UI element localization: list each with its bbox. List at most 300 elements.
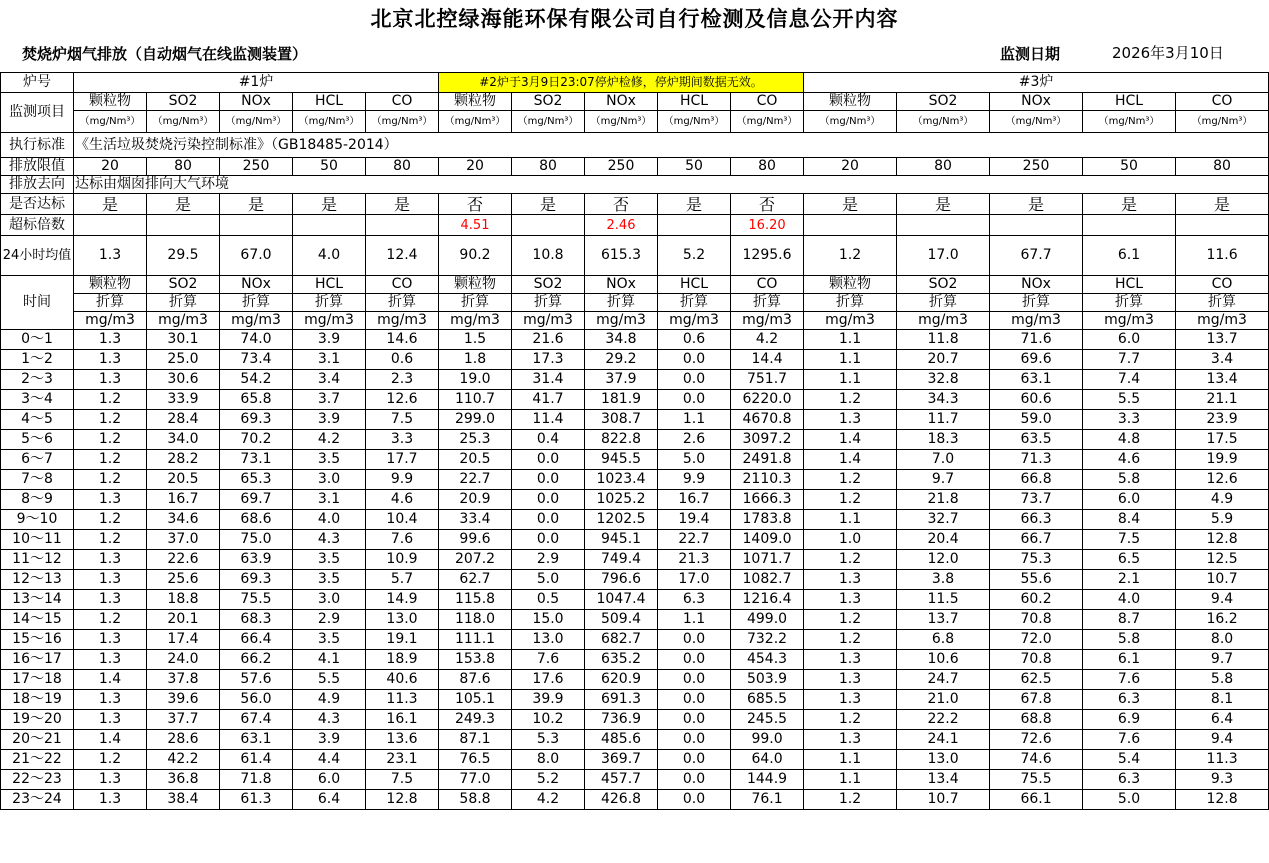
avg-value: 5.2 — [658, 236, 731, 276]
value-cell: 0.0 — [512, 490, 585, 510]
value-cell: 76.1 — [731, 790, 804, 810]
value-cell: 1.5 — [439, 330, 512, 350]
value-cell: 0.0 — [512, 530, 585, 550]
value-cell: 8.0 — [512, 750, 585, 770]
value-cell: 60.2 — [990, 590, 1083, 610]
value-cell: 749.4 — [585, 550, 658, 570]
value-cell: 620.9 — [585, 670, 658, 690]
value-cell: 2.1 — [1083, 570, 1176, 590]
unit-label: mg/m3 — [293, 312, 366, 330]
value-cell: 1.4 — [74, 670, 147, 690]
value-cell: 73.1 — [220, 450, 293, 470]
value-cell: 822.8 — [585, 430, 658, 450]
table-row — [1, 730, 1269, 750]
value-cell: 9.7 — [1176, 650, 1269, 670]
value-cell: 33.4 — [439, 510, 512, 530]
value-cell: 31.4 — [512, 370, 585, 390]
value-cell: 60.6 — [990, 390, 1083, 410]
value-cell: 67.8 — [990, 690, 1083, 710]
converted-label: 折算 — [366, 294, 439, 312]
value-cell: 1.2 — [74, 410, 147, 430]
value-cell: 18.9 — [366, 650, 439, 670]
value-cell: 4.4 — [293, 750, 366, 770]
value-cell: 72.6 — [990, 730, 1083, 750]
value-cell: 5.0 — [512, 570, 585, 590]
compliance-value: 是 — [1083, 194, 1176, 215]
value-cell: 36.8 — [147, 770, 220, 790]
value-cell: 1.3 — [74, 650, 147, 670]
value-cell: 1.3 — [74, 350, 147, 370]
value-cell: 70.8 — [990, 650, 1083, 670]
value-cell: 12.8 — [1176, 790, 1269, 810]
value-cell: 153.8 — [439, 650, 512, 670]
value-cell: 16.2 — [1176, 610, 1269, 630]
limit-value: 80 — [897, 158, 990, 176]
pollutant-header: CO — [366, 276, 439, 294]
time-cell: 7～8 — [1, 470, 74, 490]
pollutant-header: NOx — [220, 276, 293, 294]
value-cell: 181.9 — [585, 390, 658, 410]
value-cell: 2.6 — [658, 430, 731, 450]
value-cell: 118.0 — [439, 610, 512, 630]
value-cell: 1.2 — [74, 470, 147, 490]
value-cell: 75.5 — [990, 770, 1083, 790]
table-row — [1, 630, 1269, 650]
value-cell: 17.5 — [1176, 430, 1269, 450]
unit-label: （mg/Nm³） — [897, 111, 990, 133]
value-cell: 66.2 — [220, 650, 293, 670]
pollutant-header: NOx — [220, 93, 293, 111]
value-cell: 14.6 — [366, 330, 439, 350]
value-cell: 24.1 — [897, 730, 990, 750]
pollutant-header: HCL — [658, 276, 731, 294]
value-cell: 1.8 — [439, 350, 512, 370]
value-cell: 13.6 — [366, 730, 439, 750]
table-row — [1, 750, 1269, 770]
furnace-2-notice: #2炉于3月9日23:07停炉检修，停炉期间数据无效。 — [439, 73, 804, 93]
value-cell: 1.3 — [74, 790, 147, 810]
value-cell: 19.9 — [1176, 450, 1269, 470]
value-cell: 74.0 — [220, 330, 293, 350]
value-cell: 17.0 — [658, 570, 731, 590]
value-cell: 25.3 — [439, 430, 512, 450]
table-row — [1, 790, 1269, 810]
value-cell: 4.3 — [293, 710, 366, 730]
value-cell: 6.0 — [1083, 330, 1176, 350]
table-row — [1, 470, 1269, 490]
value-cell: 6.5 — [1083, 550, 1176, 570]
value-cell: 1.2 — [74, 750, 147, 770]
compliance-value: 是 — [147, 194, 220, 215]
value-cell: 68.8 — [990, 710, 1083, 730]
date-value: 2026年3月10日 — [1112, 44, 1224, 62]
value-cell: 69.7 — [220, 490, 293, 510]
converted-label: 折算 — [220, 294, 293, 312]
value-cell: 18.3 — [897, 430, 990, 450]
table-row — [1, 490, 1269, 510]
value-cell: 29.2 — [585, 350, 658, 370]
value-cell: 10.2 — [512, 710, 585, 730]
table-row — [1, 330, 1269, 350]
value-cell: 10.6 — [897, 650, 990, 670]
compliance-value: 是 — [990, 194, 1083, 215]
value-cell: 56.0 — [220, 690, 293, 710]
unit-label: （mg/Nm³） — [658, 111, 731, 133]
pollutant-header: CO — [731, 276, 804, 294]
value-cell: 1409.0 — [731, 530, 804, 550]
table-row — [1, 390, 1269, 410]
value-cell: 0.4 — [512, 430, 585, 450]
value-cell: 16.7 — [147, 490, 220, 510]
table-row — [1, 550, 1269, 570]
pollutant-header: HCL — [293, 276, 366, 294]
time-cell: 23～24 — [1, 790, 74, 810]
value-cell: 1.2 — [804, 470, 897, 490]
value-cell: 5.7 — [366, 570, 439, 590]
value-cell: 0.6 — [658, 330, 731, 350]
compliance-value: 是 — [74, 194, 147, 215]
value-cell: 0.5 — [512, 590, 585, 610]
value-cell: 1071.7 — [731, 550, 804, 570]
time-cell: 16～17 — [1, 650, 74, 670]
value-cell: 87.1 — [439, 730, 512, 750]
value-cell: 945.1 — [585, 530, 658, 550]
compliance-value: 是 — [1176, 194, 1269, 215]
limit-value: 250 — [585, 158, 658, 176]
value-cell: 454.3 — [731, 650, 804, 670]
value-cell: 1.3 — [74, 330, 147, 350]
value-cell: 457.7 — [585, 770, 658, 790]
exceed-value — [293, 215, 366, 236]
value-cell: 3.0 — [293, 590, 366, 610]
unit-label: （mg/Nm³） — [1176, 111, 1269, 133]
converted-label: 折算 — [1176, 294, 1269, 312]
value-cell: 1.2 — [74, 610, 147, 630]
value-cell: 3.7 — [293, 390, 366, 410]
value-cell: 17.3 — [512, 350, 585, 370]
avg-value: 6.1 — [1083, 236, 1176, 276]
pollutant-header: NOx — [990, 276, 1083, 294]
exceed-label: 超标倍数 — [1, 215, 74, 236]
value-cell: 62.5 — [990, 670, 1083, 690]
value-cell: 66.4 — [220, 630, 293, 650]
value-cell: 4.2 — [512, 790, 585, 810]
value-cell: 21.6 — [512, 330, 585, 350]
unit-label: （mg/Nm³） — [512, 111, 585, 133]
value-cell: 34.0 — [147, 430, 220, 450]
value-cell: 1.1 — [658, 610, 731, 630]
exceed-value — [990, 215, 1083, 236]
value-cell: 42.2 — [147, 750, 220, 770]
value-cell: 20.1 — [147, 610, 220, 630]
value-cell: 6.0 — [293, 770, 366, 790]
value-cell: 7.6 — [512, 650, 585, 670]
time-cell: 2～3 — [1, 370, 74, 390]
furnace-1-header: #1炉 — [74, 73, 439, 93]
value-cell: 12.6 — [366, 390, 439, 410]
unit-label: mg/m3 — [731, 312, 804, 330]
unit-label: （mg/Nm³） — [74, 111, 147, 133]
value-cell: 16.7 — [658, 490, 731, 510]
value-cell: 6.3 — [658, 590, 731, 610]
value-cell: 65.8 — [220, 390, 293, 410]
time-cell: 6～7 — [1, 450, 74, 470]
unit-label: （mg/Nm³） — [731, 111, 804, 133]
unit-label: （mg/Nm³） — [220, 111, 293, 133]
pollutant-header: HCL — [293, 93, 366, 111]
value-cell: 20.5 — [147, 470, 220, 490]
limit-value: 50 — [1083, 158, 1176, 176]
compliance-value: 否 — [585, 194, 658, 215]
value-cell: 5.3 — [512, 730, 585, 750]
value-cell: 3.5 — [293, 630, 366, 650]
value-cell: 682.7 — [585, 630, 658, 650]
value-cell: 6.4 — [1176, 710, 1269, 730]
value-cell: 0.0 — [658, 710, 731, 730]
value-cell: 8.4 — [1083, 510, 1176, 530]
value-cell: 61.3 — [220, 790, 293, 810]
value-cell: 1.1 — [804, 750, 897, 770]
unit-label: mg/m3 — [804, 312, 897, 330]
value-cell: 0.0 — [658, 770, 731, 790]
exceed-value — [366, 215, 439, 236]
value-cell: 57.6 — [220, 670, 293, 690]
pollutant-header: SO2 — [147, 276, 220, 294]
value-cell: 76.5 — [439, 750, 512, 770]
pollutant-header: NOx — [990, 93, 1083, 111]
converted-label: 折算 — [1083, 294, 1176, 312]
value-cell: 509.4 — [585, 610, 658, 630]
value-cell: 1.1 — [804, 350, 897, 370]
value-cell: 21.8 — [897, 490, 990, 510]
value-cell: 111.1 — [439, 630, 512, 650]
converted-label: 折算 — [897, 294, 990, 312]
value-cell: 732.2 — [731, 630, 804, 650]
value-cell: 68.3 — [220, 610, 293, 630]
value-cell: 14.9 — [366, 590, 439, 610]
value-cell: 426.8 — [585, 790, 658, 810]
value-cell: 70.8 — [990, 610, 1083, 630]
value-cell: 6.9 — [1083, 710, 1176, 730]
value-cell: 66.8 — [990, 470, 1083, 490]
converted-label: 折算 — [147, 294, 220, 312]
emission-table — [0, 72, 1269, 810]
exceed-value: 16.20 — [731, 215, 804, 236]
value-cell: 4.3 — [293, 530, 366, 550]
table-row — [1, 530, 1269, 550]
value-cell: 41.7 — [512, 390, 585, 410]
value-cell: 69.6 — [990, 350, 1083, 370]
value-cell: 22.2 — [897, 710, 990, 730]
unit-label: mg/m3 — [585, 312, 658, 330]
value-cell: 55.6 — [990, 570, 1083, 590]
value-cell: 1.2 — [74, 390, 147, 410]
unit-label: （mg/Nm³） — [804, 111, 897, 133]
value-cell: 1.2 — [804, 490, 897, 510]
value-cell: 10.4 — [366, 510, 439, 530]
value-cell: 14.4 — [731, 350, 804, 370]
value-cell: 77.0 — [439, 770, 512, 790]
value-cell: 4.2 — [293, 430, 366, 450]
pollutant-header: 颗粒物 — [804, 93, 897, 111]
value-cell: 16.1 — [366, 710, 439, 730]
avg-value: 1.2 — [804, 236, 897, 276]
value-cell: 13.4 — [1176, 370, 1269, 390]
unit-label: （mg/Nm³） — [585, 111, 658, 133]
unit-label: （mg/Nm³） — [293, 111, 366, 133]
value-cell: 13.7 — [897, 610, 990, 630]
table-row — [1, 590, 1269, 610]
value-cell: 61.4 — [220, 750, 293, 770]
value-cell: 249.3 — [439, 710, 512, 730]
avg-label: 24小时均值 — [1, 236, 74, 276]
value-cell: 1.2 — [804, 550, 897, 570]
value-cell: 63.1 — [220, 730, 293, 750]
value-cell: 6.8 — [897, 630, 990, 650]
value-cell: 110.7 — [439, 390, 512, 410]
value-cell: 635.2 — [585, 650, 658, 670]
table-row — [1, 610, 1269, 630]
value-cell: 3.9 — [293, 330, 366, 350]
value-cell: 1.3 — [804, 410, 897, 430]
pollutant-header: CO — [731, 93, 804, 111]
unit-label: （mg/Nm³） — [439, 111, 512, 133]
value-cell: 3.4 — [293, 370, 366, 390]
time-header: 时间 — [1, 276, 74, 330]
value-cell: 5.9 — [1176, 510, 1269, 530]
value-cell: 1.3 — [74, 770, 147, 790]
value-cell: 7.5 — [1083, 530, 1176, 550]
unit-label: mg/m3 — [147, 312, 220, 330]
value-cell: 39.6 — [147, 690, 220, 710]
value-cell: 22.6 — [147, 550, 220, 570]
value-cell: 4.2 — [731, 330, 804, 350]
value-cell: 0.6 — [366, 350, 439, 370]
exceed-value — [1083, 215, 1176, 236]
value-cell: 5.4 — [1083, 750, 1176, 770]
compliance-value: 是 — [293, 194, 366, 215]
limit-value: 50 — [658, 158, 731, 176]
value-cell: 1202.5 — [585, 510, 658, 530]
value-cell: 1.4 — [74, 730, 147, 750]
section-subtitle: 焚烧炉烟气排放（自动烟气在线监测装置） — [22, 45, 308, 63]
value-cell: 9.9 — [658, 470, 731, 490]
avg-value: 29.5 — [147, 236, 220, 276]
limit-value: 80 — [731, 158, 804, 176]
value-cell: 63.9 — [220, 550, 293, 570]
time-cell: 4～5 — [1, 410, 74, 430]
pollutant-header: 颗粒物 — [74, 93, 147, 111]
time-cell: 20～21 — [1, 730, 74, 750]
value-cell: 6.3 — [1083, 690, 1176, 710]
value-cell: 21.0 — [897, 690, 990, 710]
value-cell: 22.7 — [658, 530, 731, 550]
converted-label: 折算 — [512, 294, 585, 312]
pollutant-header: SO2 — [512, 276, 585, 294]
value-cell: 1783.8 — [731, 510, 804, 530]
limit-value: 50 — [293, 158, 366, 176]
value-cell: 8.7 — [1083, 610, 1176, 630]
value-cell: 4670.8 — [731, 410, 804, 430]
value-cell: 1.3 — [804, 650, 897, 670]
value-cell: 0.0 — [658, 790, 731, 810]
compliance-value: 否 — [731, 194, 804, 215]
value-cell: 8.0 — [1176, 630, 1269, 650]
value-cell: 1.2 — [804, 790, 897, 810]
value-cell: 4.0 — [1083, 590, 1176, 610]
value-cell: 1.4 — [804, 430, 897, 450]
value-cell: 63.5 — [990, 430, 1083, 450]
value-cell: 12.8 — [1176, 530, 1269, 550]
value-cell: 2110.3 — [731, 470, 804, 490]
value-cell: 105.1 — [439, 690, 512, 710]
avg-value: 1295.6 — [731, 236, 804, 276]
exceed-value — [804, 215, 897, 236]
exceed-value: 2.46 — [585, 215, 658, 236]
value-cell: 115.8 — [439, 590, 512, 610]
exceed-value — [1176, 215, 1269, 236]
converted-label: 折算 — [731, 294, 804, 312]
value-cell: 1.3 — [804, 730, 897, 750]
value-cell: 40.6 — [366, 670, 439, 690]
value-cell: 66.3 — [990, 510, 1083, 530]
table-row — [1, 690, 1269, 710]
value-cell: 15.0 — [512, 610, 585, 630]
compliance-value: 是 — [366, 194, 439, 215]
converted-label: 折算 — [293, 294, 366, 312]
table-row — [1, 570, 1269, 590]
value-cell: 3.5 — [293, 450, 366, 470]
value-cell: 19.4 — [658, 510, 731, 530]
value-cell: 3097.2 — [731, 430, 804, 450]
value-cell: 11.3 — [1176, 750, 1269, 770]
value-cell: 68.6 — [220, 510, 293, 530]
unit-label: mg/m3 — [439, 312, 512, 330]
avg-value: 615.3 — [585, 236, 658, 276]
value-cell: 75.3 — [990, 550, 1083, 570]
limit-value: 80 — [147, 158, 220, 176]
pollutant-header: 颗粒物 — [74, 276, 147, 294]
time-cell: 14～15 — [1, 610, 74, 630]
value-cell: 19.1 — [366, 630, 439, 650]
pollutant-header: SO2 — [512, 93, 585, 111]
time-cell: 22～23 — [1, 770, 74, 790]
value-cell: 3.9 — [293, 730, 366, 750]
value-cell: 0.0 — [658, 750, 731, 770]
limit-value: 20 — [804, 158, 897, 176]
limit-value: 20 — [439, 158, 512, 176]
value-cell: 4.0 — [293, 510, 366, 530]
value-cell: 71.6 — [990, 330, 1083, 350]
limit-value: 80 — [366, 158, 439, 176]
value-cell: 0.0 — [658, 670, 731, 690]
table-row — [1, 370, 1269, 390]
value-cell: 12.0 — [897, 550, 990, 570]
value-cell: 22.7 — [439, 470, 512, 490]
value-cell: 1.3 — [74, 690, 147, 710]
pollutant-header: 颗粒物 — [804, 276, 897, 294]
avg-value: 67.0 — [220, 236, 293, 276]
value-cell: 34.3 — [897, 390, 990, 410]
value-cell: 1.1 — [804, 510, 897, 530]
value-cell: 751.7 — [731, 370, 804, 390]
pollutant-header: SO2 — [897, 276, 990, 294]
value-cell: 0.0 — [658, 650, 731, 670]
value-cell: 28.6 — [147, 730, 220, 750]
value-cell: 10.7 — [1176, 570, 1269, 590]
value-cell: 30.1 — [147, 330, 220, 350]
standard-text: 《生活垃圾焚烧污染控制标准》（GB18485-2014） — [74, 133, 1269, 158]
